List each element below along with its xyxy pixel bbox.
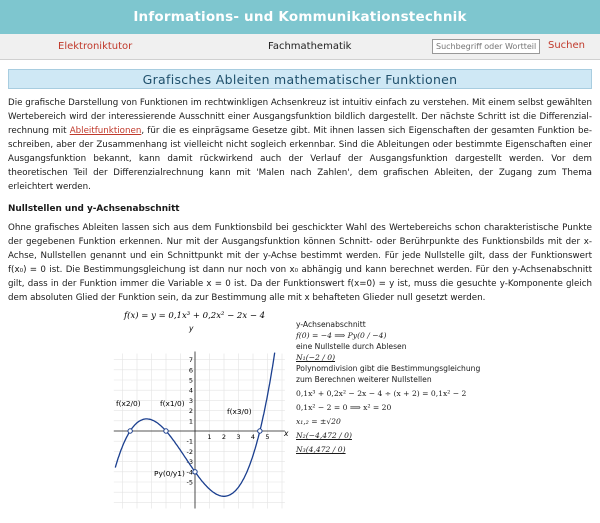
x-tick-label: 3 xyxy=(236,433,241,441)
graph-ticks xyxy=(187,356,270,486)
main-content xyxy=(0,96,600,305)
calculation-notes xyxy=(296,319,596,455)
y-tick-label: -5 xyxy=(186,478,193,487)
y-axis-label: y xyxy=(189,324,194,333)
x-tick-label: 2 xyxy=(221,433,227,441)
function-graph xyxy=(110,305,300,515)
key-point xyxy=(193,470,197,474)
note-line: N₁(−2 / 0) xyxy=(296,353,336,362)
section-heading: Nullstellen und y-Achsenabschnitt xyxy=(8,204,180,214)
y-tick-label: -4 xyxy=(186,468,193,477)
page-title-box xyxy=(8,69,592,89)
intro-paragraph xyxy=(8,96,592,194)
section-paragraph: Ohne grafisches Ableiten lassen sich aus dem Funktionsbild bei geschickter Wahl des Wertebereichs schon charakteristische Punkte der gegebenen Funktion erkennen. Nur mit der Ausgangsfunktion können Schnitt- oder Berührpunkte des Funktionsbilds mit der x-Achse, Nullstellen genannt und ein Schnittpunkt mit der y-Achse bestimmt werden. Für jede Nullstelle gilt, dass der Funktionswert f(x₀) = 0 ist. Die Bestimmungsgleichung ist dann nur noch von x₀ abhängig und kann berechnet werden. Für den y-Achsenabschnitt gilt, dass in der Funktion immer die Variable x = 0 ist. Da der Funktionswert f(x=0) = y ist, muss die gesuchte y-Komponente gleich dem absoluten Glied der Funktion sein, da zur Bestimmung alle mit x behafteten Glieder null gesetzt werden. xyxy=(8,223,592,303)
y-tick-label: 1 xyxy=(188,417,193,426)
link-ableitfunktionen[interactable]: Ableitfunktionen xyxy=(69,126,142,136)
y-tick-label: -2 xyxy=(186,447,193,456)
intro-text-2: , für die es einprägsame Gesetze gibt. Mit ihnen lassen sich Eigenschaften der gesamten Funktion beschreiben, aber der Zusammenhang ist vielleicht nicht sogleich erkennbar. Sind die Ableitungen oder bestimmte Eigenschaften einer Ausgangsfunktion bekannt, kann damit rückwirkend auch der Verlauf der Ausgangsfunktion dargestellt werden. Vor dem theoretischen Teil der Differenzialrechnung kann mit 'Malen nach Zahlen', dem grafischen Ableiten, der Zugang zum Thema erleichtert werden. xyxy=(8,126,592,192)
nav-link-elektroniktutor[interactable]: Elektroniktutor xyxy=(58,41,133,52)
intro-text-1: Die grafische Darstellung von Funktionen im rechtwinkligen Achsenkreuz ist intuitiv einfach zu verstehen. Mit einem selbst gewählten Wertebereich wird der interessierende Ausschnitt einer Ausgangsfunktion bildlich dargestellt. Der nächste Schritt ist die Differenzialrechnung mit xyxy=(8,98,592,136)
y-tick-label: 6 xyxy=(188,366,193,375)
x-tick-label: 1 xyxy=(207,433,212,441)
label-root-x2: f(x2/0) xyxy=(116,399,141,408)
nav-current-section: Fachmathematik xyxy=(268,41,352,52)
x-tick-label: 4 xyxy=(250,433,256,441)
page-title: Grafisches Ableiten mathematischer Funktionen xyxy=(142,71,458,87)
label-root-x3: f(x3/0) xyxy=(227,407,252,416)
note-line: Polynomdivision gibt die Bestimmungsgleichung xyxy=(296,364,481,373)
search-input[interactable] xyxy=(432,39,540,54)
key-point xyxy=(128,429,132,433)
y-tick-label: 5 xyxy=(188,376,193,385)
note-line: y-Achsenabschnitt xyxy=(296,320,366,329)
nav-bar xyxy=(0,34,600,60)
key-point xyxy=(258,429,262,433)
y-tick-label: -1 xyxy=(186,437,193,446)
note-line: x₁,₂ = ±√20 xyxy=(296,417,341,426)
y-tick-label: -3 xyxy=(186,458,193,467)
y-tick-label: 4 xyxy=(188,386,193,395)
note-line: zum Berechnen weiterer Nullstellen xyxy=(296,375,432,384)
note-line: 0,1x³ + 0,2x² − 2x − 4 ÷ (x + 2) = 0,1x² − 2 xyxy=(296,389,467,398)
x-tick-label: 5 xyxy=(265,433,270,441)
site-title: Informations- und Kommunikationstechnik xyxy=(133,9,467,25)
note-line: f(0) = −4 ⟹ Py(0 / −4) xyxy=(296,331,387,340)
x-axis-label: x xyxy=(284,429,289,438)
search-button[interactable]: Suchen xyxy=(548,40,586,51)
graph-function-label: f(x) = y = 0,1x³ + 0,2x² − 2x − 4 xyxy=(124,311,266,321)
y-tick-label: 7 xyxy=(188,356,193,365)
y-tick-label: 3 xyxy=(188,396,193,405)
note-line: N₂(−4,472 / 0) xyxy=(296,431,352,440)
label-root-x1: f(x1/0) xyxy=(160,399,185,408)
y-tick-label: 2 xyxy=(188,407,193,416)
label-y-intercept: Py(0/y1) xyxy=(154,469,185,478)
key-point xyxy=(164,429,168,433)
note-line: eine Nullstelle durch Ablesen xyxy=(296,342,407,351)
site-header xyxy=(0,0,600,34)
note-line: N₃(4,472 / 0) xyxy=(296,445,346,454)
function-figure xyxy=(0,305,600,515)
note-line: 0,1x² − 2 = 0 ⟹ x² = 20 xyxy=(296,403,392,412)
